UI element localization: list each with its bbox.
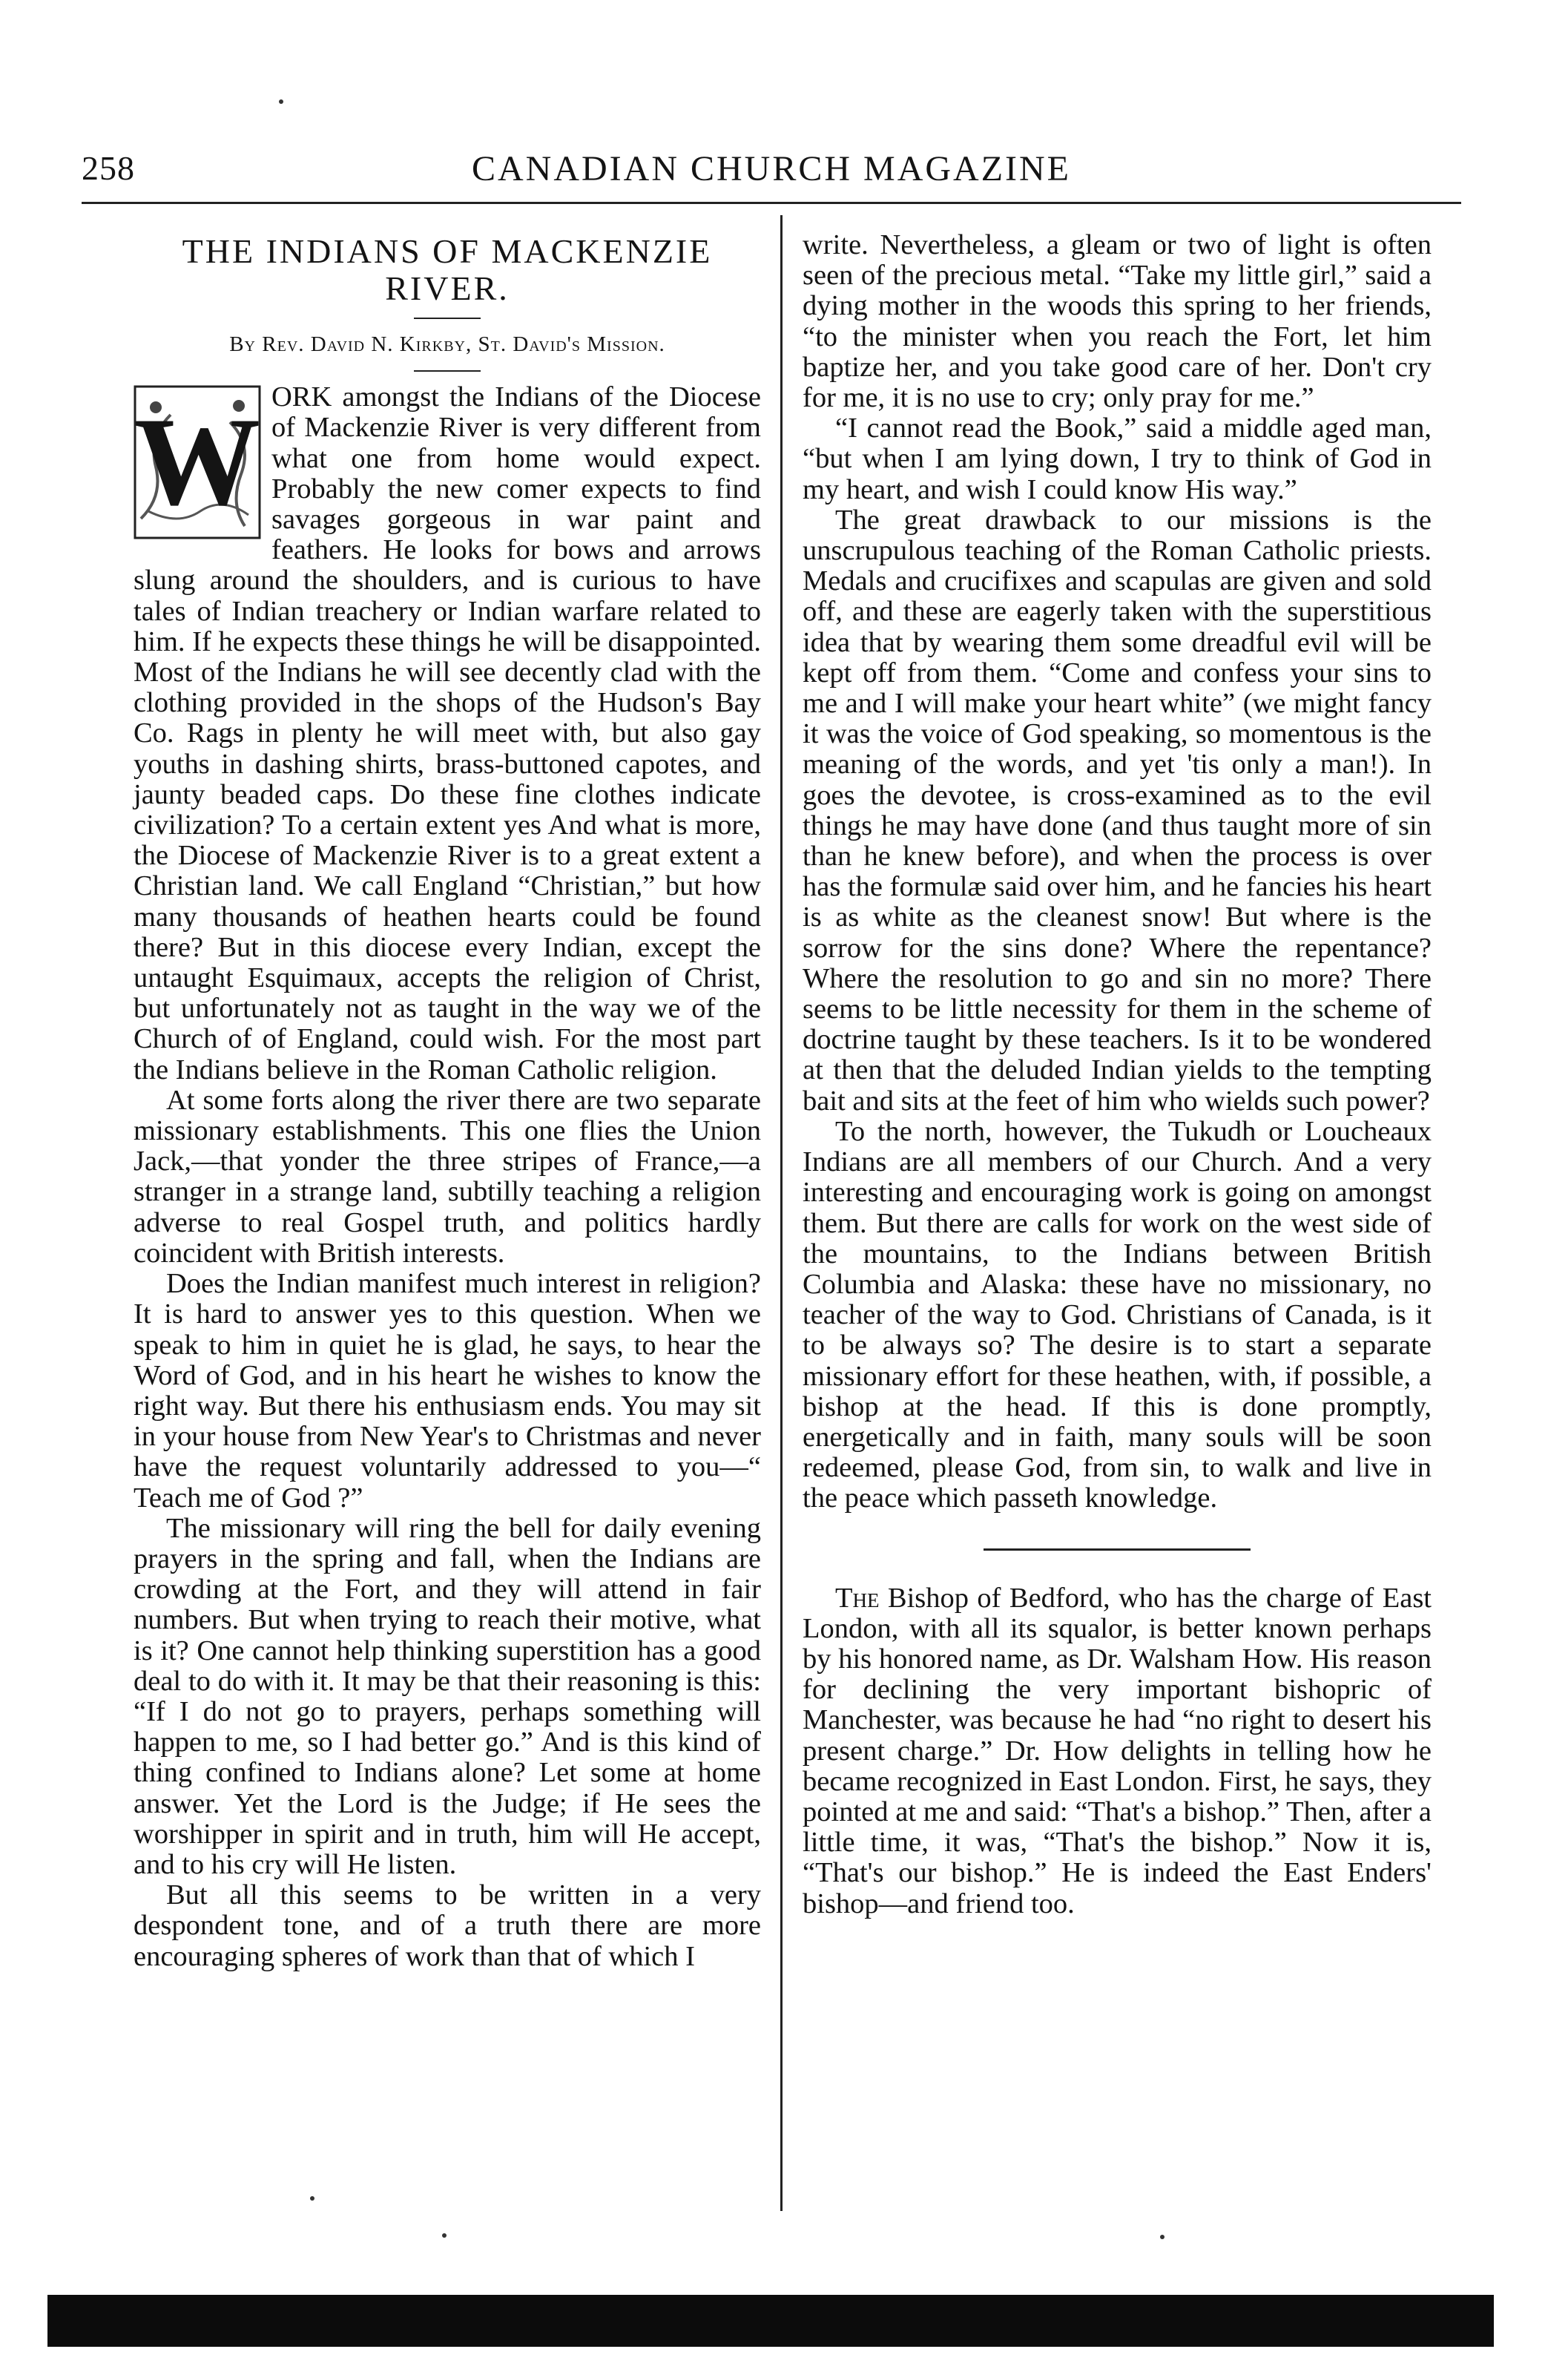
- article-byline: By Rev. David N. Kirkby, St. David's Mission.: [229, 332, 665, 356]
- paragraph: But all this seems to be written in a very despondent tone, and of a truth there are more encouraging spheres of work than that of which I: [134, 1879, 761, 1972]
- paragraph: ORK amongst the Indians of the Diocese of Mackenzie River is very different from what one from home would expect. Probably the new comer expects to find savages gorgeous in war paint and feathers. He looks for bows and arrows slung around the shoulders, and is curious to have tales of Indian treachery or Indian warfare related to him. If he expects these things he will be disappointed. Most of the Indians he will see decently clad with the clothing provided in the shops of the Hudson's Bay Co. Rags in plenty he will meet with, but also gay youths in dashing shirts, brass-buttoned capotes, and jaunty beaded caps. Do these fine clothes indicate civilization? To a certain extent yes And what is more, the Diocese of Mackenzie River is to a great extent a Christian land. We call England “Christian,” but how many thousands of heathen hearts could be found there? But in this diocese every Indian, except the untaught Esquimaux, accepts the religion of Christ, but unfortunately not as taught in the way we of the Church of of England, could wish. For the most part the Indians believe in the Roman Catholic religion.: [134, 381, 761, 1085]
- paragraph: At some forts along the river there are two separate missionary establishments. This one flies the Union Jack,—that yonder the three stripes of France,—a stranger in a strange land, subtilly teaching a religion adverse to real Gospel truth, and politics hardly coincident with British interests.: [134, 1084, 761, 1269]
- paragraph: To the north, however, the Tukudh or Loucheaux Indians are all members of our Church. And a very interesting and encouraging work is going on amongst them. But there are calls for work on the west side of the mountains, to the Indians between British Columbia and Alaska: these have no missionary, no teacher of the way to God. Christians of Canada, is it to be always so? The desire is to start a separate missionary effort for these heathen, with, if possible, a bishop at the head. If this is done promptly, energetically and in faith, many souls will be soon redeemed, please God, from sin, to walk and live in the peace which passeth knowledge.: [803, 1115, 1432, 1514]
- print-speck: [1160, 2235, 1165, 2239]
- title-rule: [414, 318, 481, 319]
- scan-edge-bar: [47, 2295, 1494, 2347]
- page-number: 258: [82, 149, 135, 187]
- print-speck: [310, 2196, 314, 2201]
- paragraph: The great drawback to our missions is the unscrupulous teaching of the Roman Catholic priests. Medals and crucifixes and scapulas are given and sold off, and these are eagerly taken with the superstitious idea that by wearing them some dreadful evil will be kept off from them. “Come and confess your sins to me and I will make your heart white” (we might fancy it was the voice of God speaking, so momentous is the meaning of the words, and yet 'tis only a man!). In goes the devotee, is cross-examined as to the evil things he may have done (and thus taught more of sin than he knew before), and when the process is over has the formulæ said over him, and he fancies his heart is as white as the cleanest snow! But where is the sorrow for the sins done? Where the repentance? Where the resolution to go and sin no more? There seems to be little necessity for them in the scheme of doctrine taught by these teachers. Is it to be wondered at then that the deluded Indian yields to the tempting bait and sits at the feet of him who wields such power?: [803, 504, 1432, 1117]
- byline-rule: [414, 370, 481, 372]
- header-rule: [82, 202, 1461, 204]
- note-text: Bishop of Bedford, who has the charge of East London, with all its squalor, is better known perhaps by his honored name, as Dr. Walsham How. His reason for declining the very important bishopric of Manchester, was because he had “no right to desert his present charge.” Dr. How delights in telling how he became recognized in East London. First, he says, they pointed at me and said: “That's a bishop.” Then, after a little time, it was, “That's the bishop.” Now it is, “That's our bishop.” He is indeed the East Enders' bishop—and friend too.: [803, 1582, 1432, 1919]
- ornamental-dropcap: [134, 385, 261, 539]
- print-speck: [442, 2233, 447, 2238]
- paragraph: write. Nevertheless, a gleam or two of light is often seen of the precious metal. “Take my little girl,” said a dying mother in the woods this spring to her friends, “to the minister when you reach the Fort, let him baptize her, and you take good care of her. Don't cry for me, it is no use to cry; only pray for me.”: [803, 229, 1432, 414]
- note-lead: The: [835, 1582, 880, 1614]
- section-separator: [984, 1548, 1251, 1551]
- running-title: CANADIAN CHURCH MAGAZINE: [472, 149, 1071, 188]
- left-column: [134, 230, 761, 1972]
- paragraph: Does the Indian manifest much interest in religion? It is hard to answer yes to this question. When we speak to him in quiet he is glad, he says, to hear the Word of God, and in his heart he wishes to know the right way. But there his enthusiasm ends. You may sit in your house from New Year's to Christmas and never have the request voluntarily addressed to you—“ Teach me of God ?”: [134, 1268, 761, 1514]
- paragraph: “I cannot read the Book,” said a middle aged man, “but when I am lying down, I try to think of God in my heart, and wish I could know His way.”: [803, 413, 1432, 505]
- article-title: THE INDIANS OF MACKENZIE RIVER.: [182, 232, 713, 307]
- note-paragraph: [803, 1583, 1432, 1919]
- dropcap-letter: W: [134, 392, 260, 532]
- print-speck: [279, 99, 283, 104]
- page-header: [82, 148, 1461, 200]
- paragraph: The missionary will ring the bell for daily evening prayers in the spring and fall, when the Indians are crowding at the Fort, and they will attend in fair numbers. But when trying to reach their motive, what is it? One cannot help thinking superstition has a good deal to do with it. It may be that their reasoning is this: “If I do not go to prayers, perhaps something will happen to me, so I had better go.” And is this kind of thing confined to Indians alone? Let some at home answer. Yet the Lord is the Judge; if He sees the worshipper in spirit and in truth, him will He accept, and to his cry will He listen.: [134, 1512, 761, 1880]
- dropcap-ornament-icon: [134, 385, 261, 539]
- column-divider: [780, 215, 783, 2211]
- right-column: [803, 230, 1432, 1919]
